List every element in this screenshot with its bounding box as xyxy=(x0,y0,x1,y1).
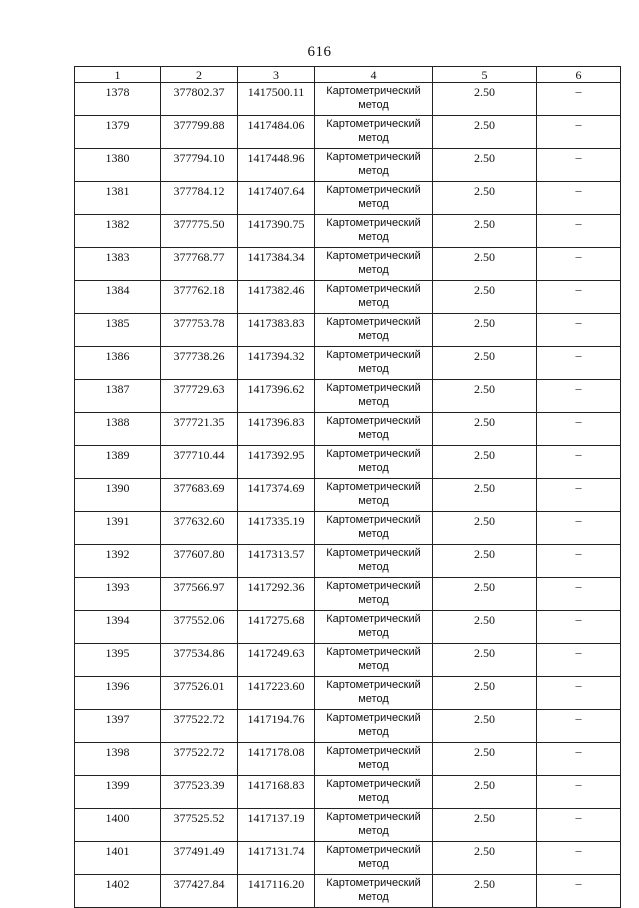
method-cell xyxy=(315,809,433,842)
method-cell xyxy=(315,281,433,314)
x-coordinate-cell: 377738.26 xyxy=(161,347,238,380)
table-row xyxy=(75,182,621,215)
accuracy-cell: 2.50 xyxy=(433,149,537,182)
method-line-2: метод xyxy=(358,462,389,474)
table-row xyxy=(75,743,621,776)
method-line-2: метод xyxy=(358,330,389,342)
accuracy-cell: 2.50 xyxy=(433,347,537,380)
y-coordinate-cell: 1417382.46 xyxy=(238,281,315,314)
method-cell xyxy=(315,149,433,182)
note-cell: – xyxy=(537,380,621,413)
y-coordinate-cell: 1417178.08 xyxy=(238,743,315,776)
point-number-cell: 1380 xyxy=(75,149,161,182)
method-line-2: метод xyxy=(358,429,389,441)
table-row xyxy=(75,842,621,875)
x-coordinate-cell: 377794.10 xyxy=(161,149,238,182)
note-cell: – xyxy=(537,512,621,545)
note-cell: – xyxy=(537,611,621,644)
y-coordinate-cell: 1417383.83 xyxy=(238,314,315,347)
method-line-1: Картометрический xyxy=(326,646,421,658)
note-cell: – xyxy=(537,677,621,710)
note-cell: – xyxy=(537,446,621,479)
x-coordinate-cell: 377427.84 xyxy=(161,875,238,908)
table-row xyxy=(75,281,621,314)
method-line-1: Картометрический xyxy=(326,712,421,724)
x-coordinate-cell: 377762.18 xyxy=(161,281,238,314)
accuracy-cell: 2.50 xyxy=(433,743,537,776)
accuracy-cell: 2.50 xyxy=(433,446,537,479)
accuracy-cell: 2.50 xyxy=(433,875,537,908)
y-coordinate-cell: 1417500.11 xyxy=(238,83,315,116)
y-coordinate-cell: 1417390.75 xyxy=(238,215,315,248)
y-coordinate-cell: 1417407.64 xyxy=(238,182,315,215)
table-row xyxy=(75,677,621,710)
method-line-2: метод xyxy=(358,891,389,903)
note-cell: – xyxy=(537,149,621,182)
note-cell: – xyxy=(537,413,621,446)
method-line-1: Картометрический xyxy=(326,778,421,790)
method-line-2: метод xyxy=(358,264,389,276)
column-header-2: 2 xyxy=(161,67,238,83)
x-coordinate-cell: 377491.49 xyxy=(161,842,238,875)
method-line-1: Картометрический xyxy=(326,349,421,361)
method-line-1: Картометрический xyxy=(326,250,421,262)
point-number-cell: 1394 xyxy=(75,611,161,644)
method-cell xyxy=(315,347,433,380)
method-line-1: Картометрический xyxy=(326,151,421,163)
accuracy-cell: 2.50 xyxy=(433,842,537,875)
method-line-2: метод xyxy=(358,132,389,144)
table-row xyxy=(75,314,621,347)
method-line-1: Картометрический xyxy=(326,481,421,493)
x-coordinate-cell: 377523.39 xyxy=(161,776,238,809)
method-cell xyxy=(315,479,433,512)
note-cell: – xyxy=(537,743,621,776)
point-number-cell: 1396 xyxy=(75,677,161,710)
table-row xyxy=(75,248,621,281)
method-cell xyxy=(315,512,433,545)
method-line-2: метод xyxy=(358,198,389,210)
method-line-1: Картометрический xyxy=(326,877,421,889)
table-row xyxy=(75,809,621,842)
y-coordinate-cell: 1417448.96 xyxy=(238,149,315,182)
point-number-cell: 1386 xyxy=(75,347,161,380)
method-cell xyxy=(315,545,433,578)
note-cell: – xyxy=(537,644,621,677)
method-line-1: Картометрический xyxy=(326,547,421,559)
y-coordinate-cell: 1417168.83 xyxy=(238,776,315,809)
method-line-1: Картометрический xyxy=(326,844,421,856)
note-cell: – xyxy=(537,545,621,578)
accuracy-cell: 2.50 xyxy=(433,512,537,545)
y-coordinate-cell: 1417392.95 xyxy=(238,446,315,479)
method-line-1: Картометрический xyxy=(326,316,421,328)
point-number-cell: 1392 xyxy=(75,545,161,578)
point-number-cell: 1384 xyxy=(75,281,161,314)
method-line-2: метод xyxy=(358,528,389,540)
column-header-3: 3 xyxy=(238,67,315,83)
method-line-2: метод xyxy=(358,561,389,573)
method-cell xyxy=(315,116,433,149)
table-row xyxy=(75,611,621,644)
table-row xyxy=(75,149,621,182)
table-header xyxy=(75,67,621,83)
note-cell: – xyxy=(537,281,621,314)
column-header-4: 4 xyxy=(315,67,433,83)
note-cell: – xyxy=(537,347,621,380)
x-coordinate-cell: 377534.86 xyxy=(161,644,238,677)
point-number-cell: 1378 xyxy=(75,83,161,116)
method-cell xyxy=(315,842,433,875)
method-line-1: Картометрический xyxy=(326,613,421,625)
table-row xyxy=(75,479,621,512)
method-cell xyxy=(315,83,433,116)
point-number-cell: 1393 xyxy=(75,578,161,611)
point-number-cell: 1385 xyxy=(75,314,161,347)
table-row xyxy=(75,545,621,578)
note-cell: – xyxy=(537,215,621,248)
method-cell xyxy=(315,248,433,281)
accuracy-cell: 2.50 xyxy=(433,644,537,677)
accuracy-cell: 2.50 xyxy=(433,83,537,116)
y-coordinate-cell: 1417194.76 xyxy=(238,710,315,743)
point-number-cell: 1391 xyxy=(75,512,161,545)
note-cell: – xyxy=(537,809,621,842)
method-line-2: метод xyxy=(358,726,389,738)
table-body xyxy=(75,83,621,908)
method-line-1: Картометрический xyxy=(326,415,421,427)
x-coordinate-cell: 377784.12 xyxy=(161,182,238,215)
accuracy-cell: 2.50 xyxy=(433,479,537,512)
table-row xyxy=(75,875,621,908)
method-line-2: метод xyxy=(358,660,389,672)
note-cell: – xyxy=(537,578,621,611)
note-cell: – xyxy=(537,842,621,875)
x-coordinate-cell: 377753.78 xyxy=(161,314,238,347)
table-row xyxy=(75,512,621,545)
table-row xyxy=(75,347,621,380)
method-line-1: Картометрический xyxy=(326,85,421,97)
point-number-cell: 1387 xyxy=(75,380,161,413)
x-coordinate-cell: 377775.50 xyxy=(161,215,238,248)
note-cell: – xyxy=(537,710,621,743)
accuracy-cell: 2.50 xyxy=(433,281,537,314)
table-row xyxy=(75,446,621,479)
x-coordinate-cell: 377552.06 xyxy=(161,611,238,644)
point-number-cell: 1400 xyxy=(75,809,161,842)
method-line-1: Картометрический xyxy=(326,679,421,691)
column-header-6: 6 xyxy=(537,67,621,83)
x-coordinate-cell: 377607.80 xyxy=(161,545,238,578)
accuracy-cell: 2.50 xyxy=(433,314,537,347)
x-coordinate-cell: 377566.97 xyxy=(161,578,238,611)
method-cell xyxy=(315,776,433,809)
point-number-cell: 1398 xyxy=(75,743,161,776)
method-line-2: метод xyxy=(358,297,389,309)
method-cell xyxy=(315,875,433,908)
coordinates-table xyxy=(74,66,621,908)
table-row xyxy=(75,644,621,677)
y-coordinate-cell: 1417275.68 xyxy=(238,611,315,644)
y-coordinate-cell: 1417394.32 xyxy=(238,347,315,380)
note-cell: – xyxy=(537,314,621,347)
point-number-cell: 1388 xyxy=(75,413,161,446)
point-number-cell: 1390 xyxy=(75,479,161,512)
accuracy-cell: 2.50 xyxy=(433,611,537,644)
y-coordinate-cell: 1417374.69 xyxy=(238,479,315,512)
y-coordinate-cell: 1417223.60 xyxy=(238,677,315,710)
x-coordinate-cell: 377632.60 xyxy=(161,512,238,545)
x-coordinate-cell: 377710.44 xyxy=(161,446,238,479)
method-cell xyxy=(315,743,433,776)
method-line-2: метод xyxy=(358,396,389,408)
x-coordinate-cell: 377522.72 xyxy=(161,743,238,776)
table-row xyxy=(75,578,621,611)
table-row xyxy=(75,380,621,413)
point-number-cell: 1389 xyxy=(75,446,161,479)
y-coordinate-cell: 1417384.34 xyxy=(238,248,315,281)
column-header-1: 1 xyxy=(75,67,161,83)
method-line-1: Картометрический xyxy=(326,283,421,295)
method-cell xyxy=(315,644,433,677)
accuracy-cell: 2.50 xyxy=(433,809,537,842)
accuracy-cell: 2.50 xyxy=(433,677,537,710)
accuracy-cell: 2.50 xyxy=(433,545,537,578)
y-coordinate-cell: 1417137.19 xyxy=(238,809,315,842)
y-coordinate-cell: 1417396.83 xyxy=(238,413,315,446)
accuracy-cell: 2.50 xyxy=(433,182,537,215)
table-row xyxy=(75,413,621,446)
note-cell: – xyxy=(537,776,621,809)
method-line-1: Картометрический xyxy=(326,811,421,823)
y-coordinate-cell: 1417313.57 xyxy=(238,545,315,578)
x-coordinate-cell: 377799.88 xyxy=(161,116,238,149)
table-row xyxy=(75,710,621,743)
y-coordinate-cell: 1417249.63 xyxy=(238,644,315,677)
note-cell: – xyxy=(537,83,621,116)
accuracy-cell: 2.50 xyxy=(433,413,537,446)
method-line-2: метод xyxy=(358,99,389,111)
method-cell xyxy=(315,215,433,248)
x-coordinate-cell: 377526.01 xyxy=(161,677,238,710)
method-line-2: метод xyxy=(358,363,389,375)
note-cell: – xyxy=(537,479,621,512)
y-coordinate-cell: 1417292.36 xyxy=(238,578,315,611)
x-coordinate-cell: 377721.35 xyxy=(161,413,238,446)
method-line-1: Картометрический xyxy=(326,580,421,592)
note-cell: – xyxy=(537,248,621,281)
accuracy-cell: 2.50 xyxy=(433,380,537,413)
method-line-2: метод xyxy=(358,495,389,507)
method-line-1: Картометрический xyxy=(326,514,421,526)
method-line-1: Картометрический xyxy=(326,448,421,460)
method-line-2: метод xyxy=(358,231,389,243)
y-coordinate-cell: 1417484.06 xyxy=(238,116,315,149)
note-cell: – xyxy=(537,182,621,215)
method-line-1: Картометрический xyxy=(326,118,421,130)
accuracy-cell: 2.50 xyxy=(433,776,537,809)
x-coordinate-cell: 377802.37 xyxy=(161,83,238,116)
method-cell xyxy=(315,611,433,644)
method-line-2: метод xyxy=(358,759,389,771)
table-row xyxy=(75,215,621,248)
method-line-1: Картометрический xyxy=(326,217,421,229)
method-cell xyxy=(315,314,433,347)
note-cell: – xyxy=(537,875,621,908)
y-coordinate-cell: 1417396.62 xyxy=(238,380,315,413)
method-line-1: Картометрический xyxy=(326,184,421,196)
accuracy-cell: 2.50 xyxy=(433,710,537,743)
accuracy-cell: 2.50 xyxy=(433,578,537,611)
accuracy-cell: 2.50 xyxy=(433,116,537,149)
note-cell: – xyxy=(537,116,621,149)
method-line-2: метод xyxy=(358,693,389,705)
method-line-2: метод xyxy=(358,594,389,606)
method-line-2: метод xyxy=(358,165,389,177)
accuracy-cell: 2.50 xyxy=(433,215,537,248)
point-number-cell: 1381 xyxy=(75,182,161,215)
method-line-2: метод xyxy=(358,792,389,804)
x-coordinate-cell: 377683.69 xyxy=(161,479,238,512)
point-number-cell: 1382 xyxy=(75,215,161,248)
point-number-cell: 1395 xyxy=(75,644,161,677)
method-cell xyxy=(315,413,433,446)
method-line-2: метод xyxy=(358,627,389,639)
method-line-1: Картометрический xyxy=(326,382,421,394)
x-coordinate-cell: 377768.77 xyxy=(161,248,238,281)
x-coordinate-cell: 377729.63 xyxy=(161,380,238,413)
method-cell xyxy=(315,182,433,215)
y-coordinate-cell: 1417335.19 xyxy=(238,512,315,545)
page-number: 616 xyxy=(307,44,332,60)
x-coordinate-cell: 377522.72 xyxy=(161,710,238,743)
method-cell xyxy=(315,677,433,710)
point-number-cell: 1383 xyxy=(75,248,161,281)
point-number-cell: 1397 xyxy=(75,710,161,743)
header-row xyxy=(75,67,621,83)
y-coordinate-cell: 1417116.20 xyxy=(238,875,315,908)
method-cell xyxy=(315,380,433,413)
table-row xyxy=(75,776,621,809)
x-coordinate-cell: 377525.52 xyxy=(161,809,238,842)
method-cell xyxy=(315,710,433,743)
accuracy-cell: 2.50 xyxy=(433,248,537,281)
table-row xyxy=(75,83,621,116)
table-row xyxy=(75,116,621,149)
y-coordinate-cell: 1417131.74 xyxy=(238,842,315,875)
method-line-2: метод xyxy=(358,858,389,870)
method-line-2: метод xyxy=(358,825,389,837)
point-number-cell: 1379 xyxy=(75,116,161,149)
method-line-1: Картометрический xyxy=(326,745,421,757)
method-cell xyxy=(315,446,433,479)
point-number-cell: 1401 xyxy=(75,842,161,875)
column-header-5: 5 xyxy=(433,67,537,83)
point-number-cell: 1399 xyxy=(75,776,161,809)
point-number-cell: 1402 xyxy=(75,875,161,908)
method-cell xyxy=(315,578,433,611)
